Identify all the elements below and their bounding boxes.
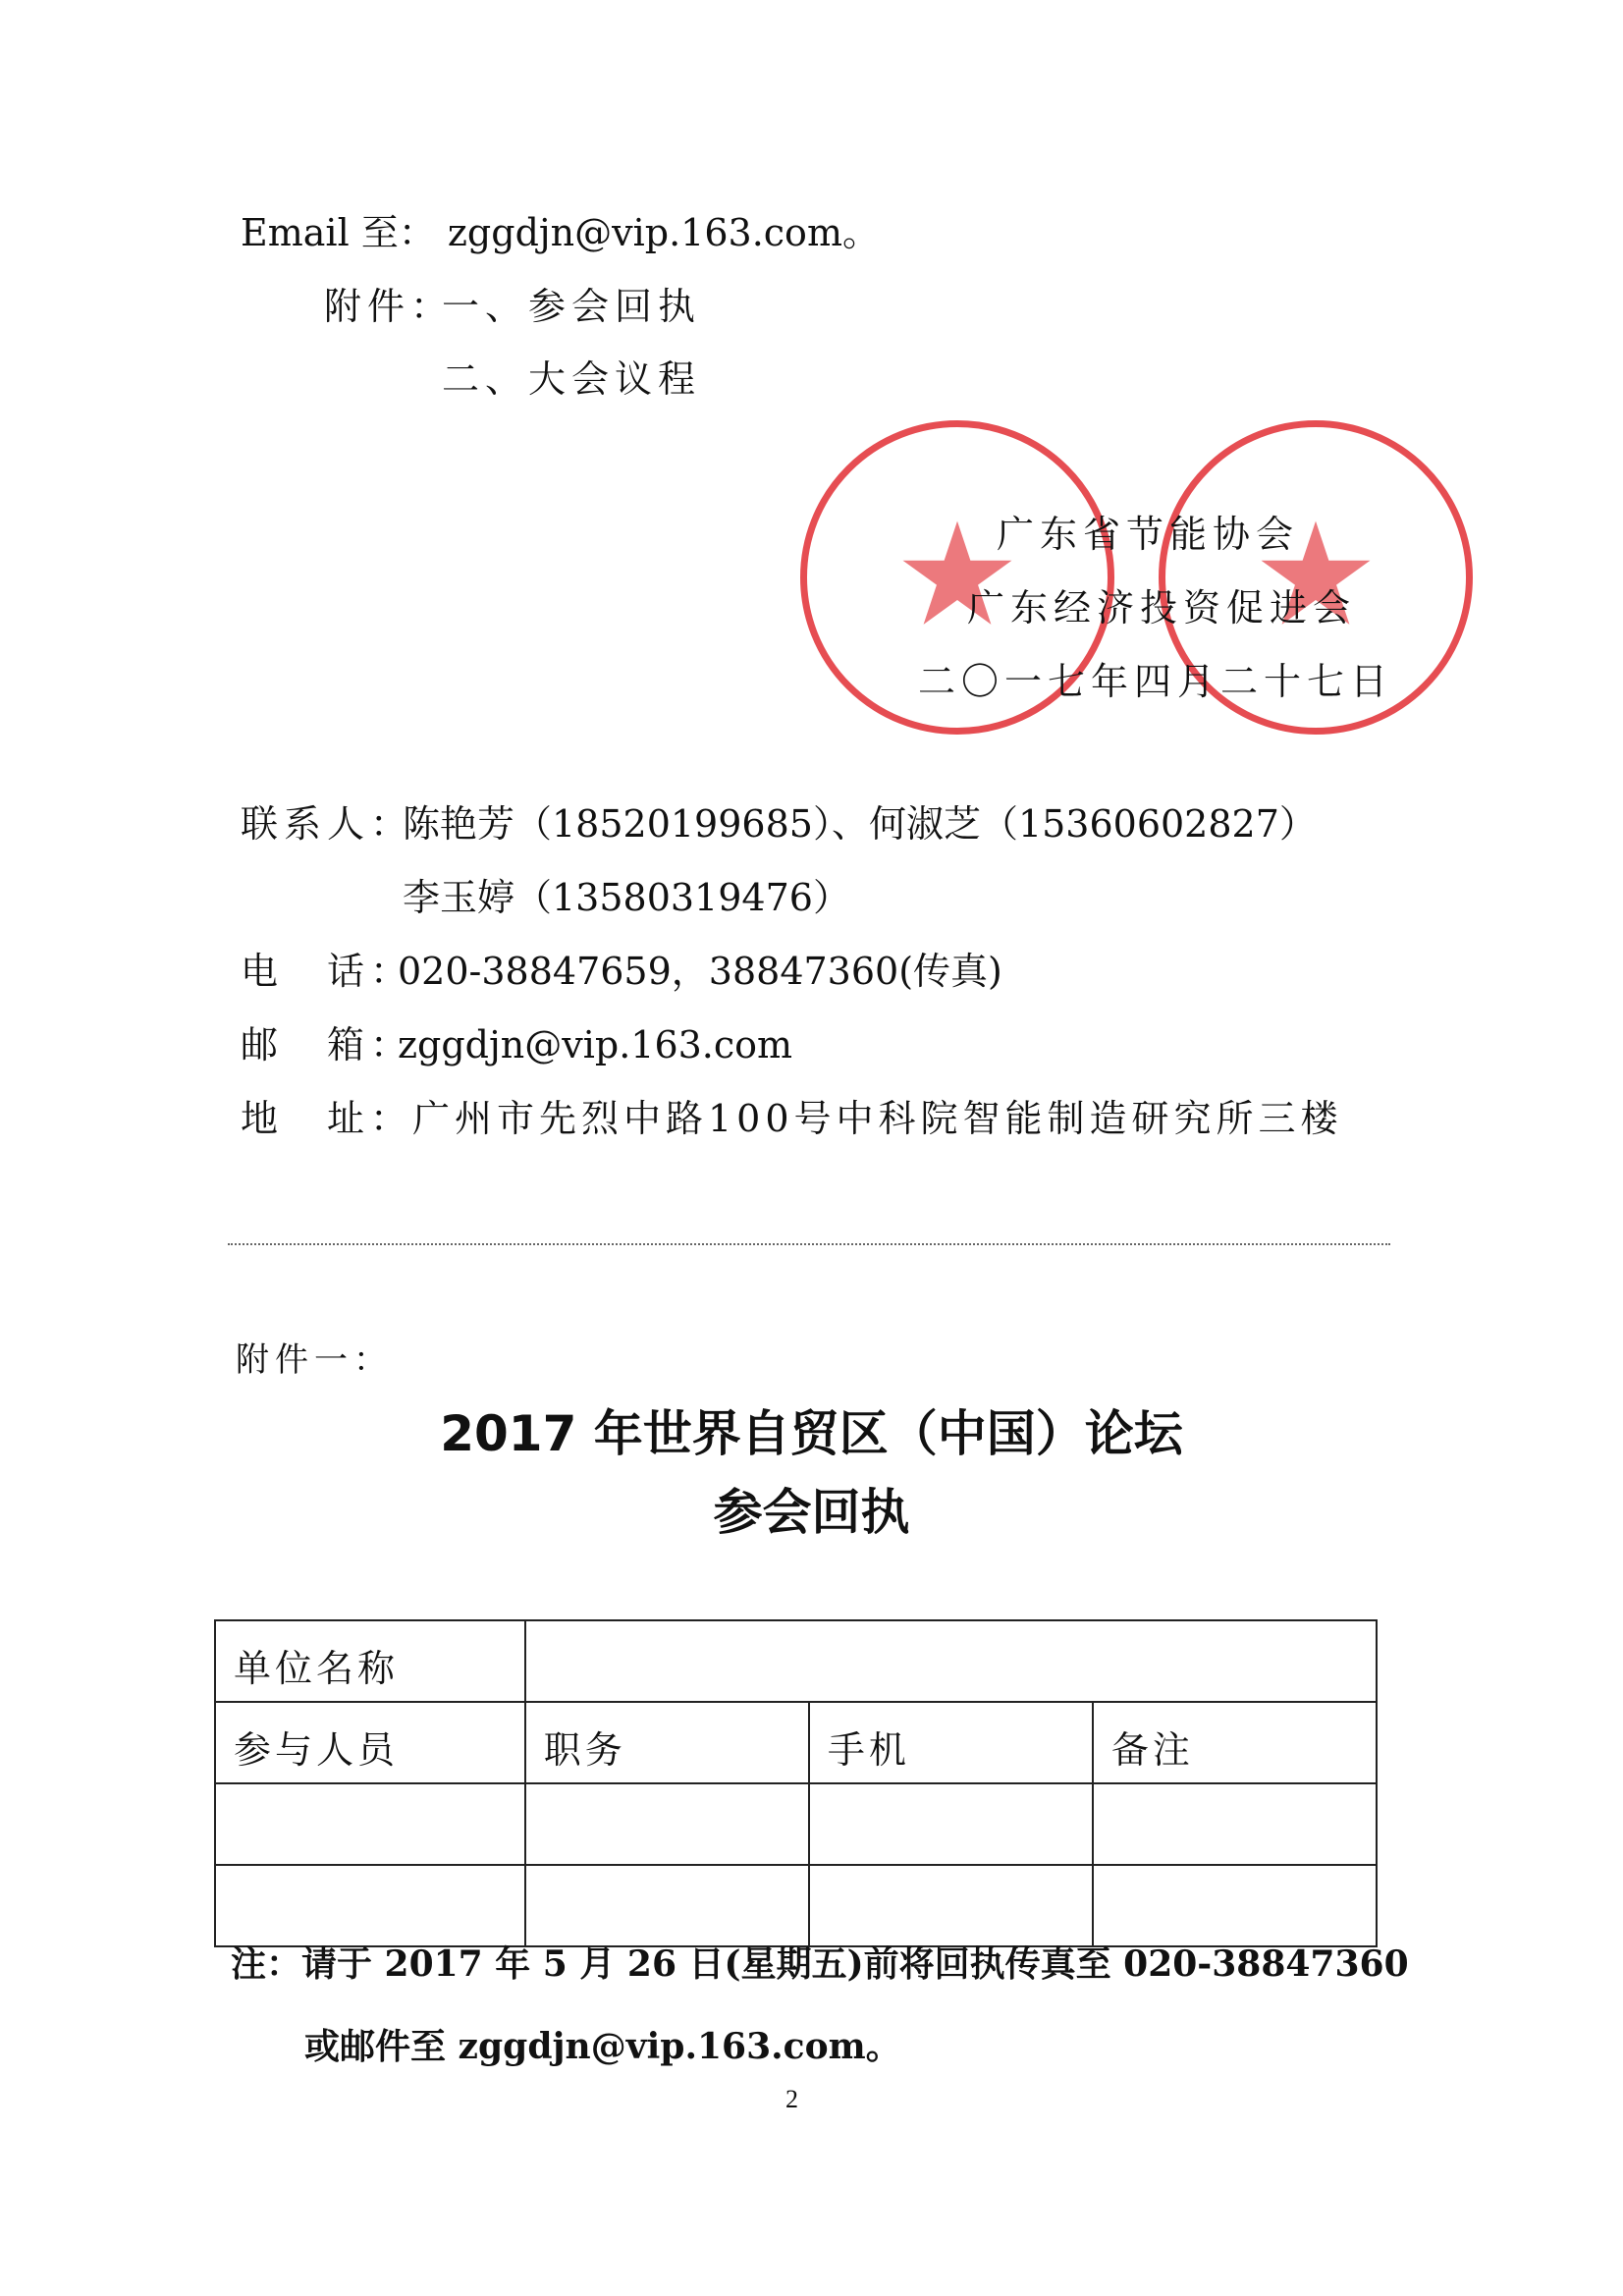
phone-value: 020-38847659，38847360(传真): [398, 950, 1002, 993]
position-cell[interactable]: [525, 1783, 809, 1865]
position-cell[interactable]: [525, 1865, 809, 1946]
attachment-2: 二、大会议程: [442, 357, 702, 401]
header-mobile: 手机: [809, 1702, 1093, 1783]
appendix-title-line-2: 参会回执: [713, 1484, 910, 1541]
participant-cell[interactable]: [215, 1865, 525, 1946]
page-number: 2: [785, 2085, 798, 2113]
email-label: 邮 箱：: [241, 1023, 414, 1066]
mobile-cell[interactable]: [809, 1783, 1093, 1865]
address-label: 地 址：: [241, 1097, 414, 1140]
table-row: [215, 1865, 1377, 1946]
remarks-cell[interactable]: [1093, 1783, 1377, 1865]
contact-line-1: 陈艳芳（18520199685）、何淑芝（15360602827）: [403, 802, 1317, 846]
contact-label: 联系人：: [241, 802, 414, 846]
mobile-cell[interactable]: [809, 1865, 1093, 1946]
table-row: [215, 1783, 1377, 1865]
phone-label: 电 话：: [241, 950, 414, 993]
attachment-1: 一、参会回执: [442, 285, 702, 328]
signature-org-1: 广东省节能协会: [997, 513, 1300, 556]
unit-name-field[interactable]: [525, 1620, 1377, 1702]
receipt-table: [214, 1619, 1378, 1947]
signature-org-2: 广东经济投资促进会: [967, 586, 1357, 629]
email-line: Email 至： zggdjn@vip.163.com。: [241, 211, 880, 254]
email-value: zggdjn@vip.163.com: [398, 1023, 793, 1066]
table-row: [215, 1702, 1377, 1783]
note-line-2: 或邮件至 zggdjn@vip.163.com。: [304, 2026, 901, 2067]
appendix-label: 附件一：: [236, 1340, 393, 1380]
header-participants: 参与人员: [215, 1702, 525, 1783]
table-row: [215, 1620, 1377, 1702]
header-position: 职务: [525, 1702, 809, 1783]
address-value: 广州市先烈中路100号中科院智能制造研究所三楼: [412, 1097, 1343, 1140]
participant-cell[interactable]: [215, 1783, 525, 1865]
signature-date: 二〇一七年四月二十七日: [918, 660, 1394, 703]
unit-name-label: 单位名称: [215, 1620, 525, 1702]
appendix-title-line-1: 2017 年世界自贸区（中国）论坛: [440, 1405, 1183, 1462]
note-line-1: 注：请于 2017 年 5 月 26 日(星期五)前将回执传真至 020-38847360: [231, 1943, 1409, 1985]
remarks-cell[interactable]: [1093, 1865, 1377, 1946]
header-remarks: 备注: [1093, 1702, 1377, 1783]
contact-line-2: 李玉婷（13580319476）: [403, 876, 850, 919]
attachments-label: 附件：: [324, 285, 455, 328]
dotted-divider: [228, 1243, 1390, 1245]
